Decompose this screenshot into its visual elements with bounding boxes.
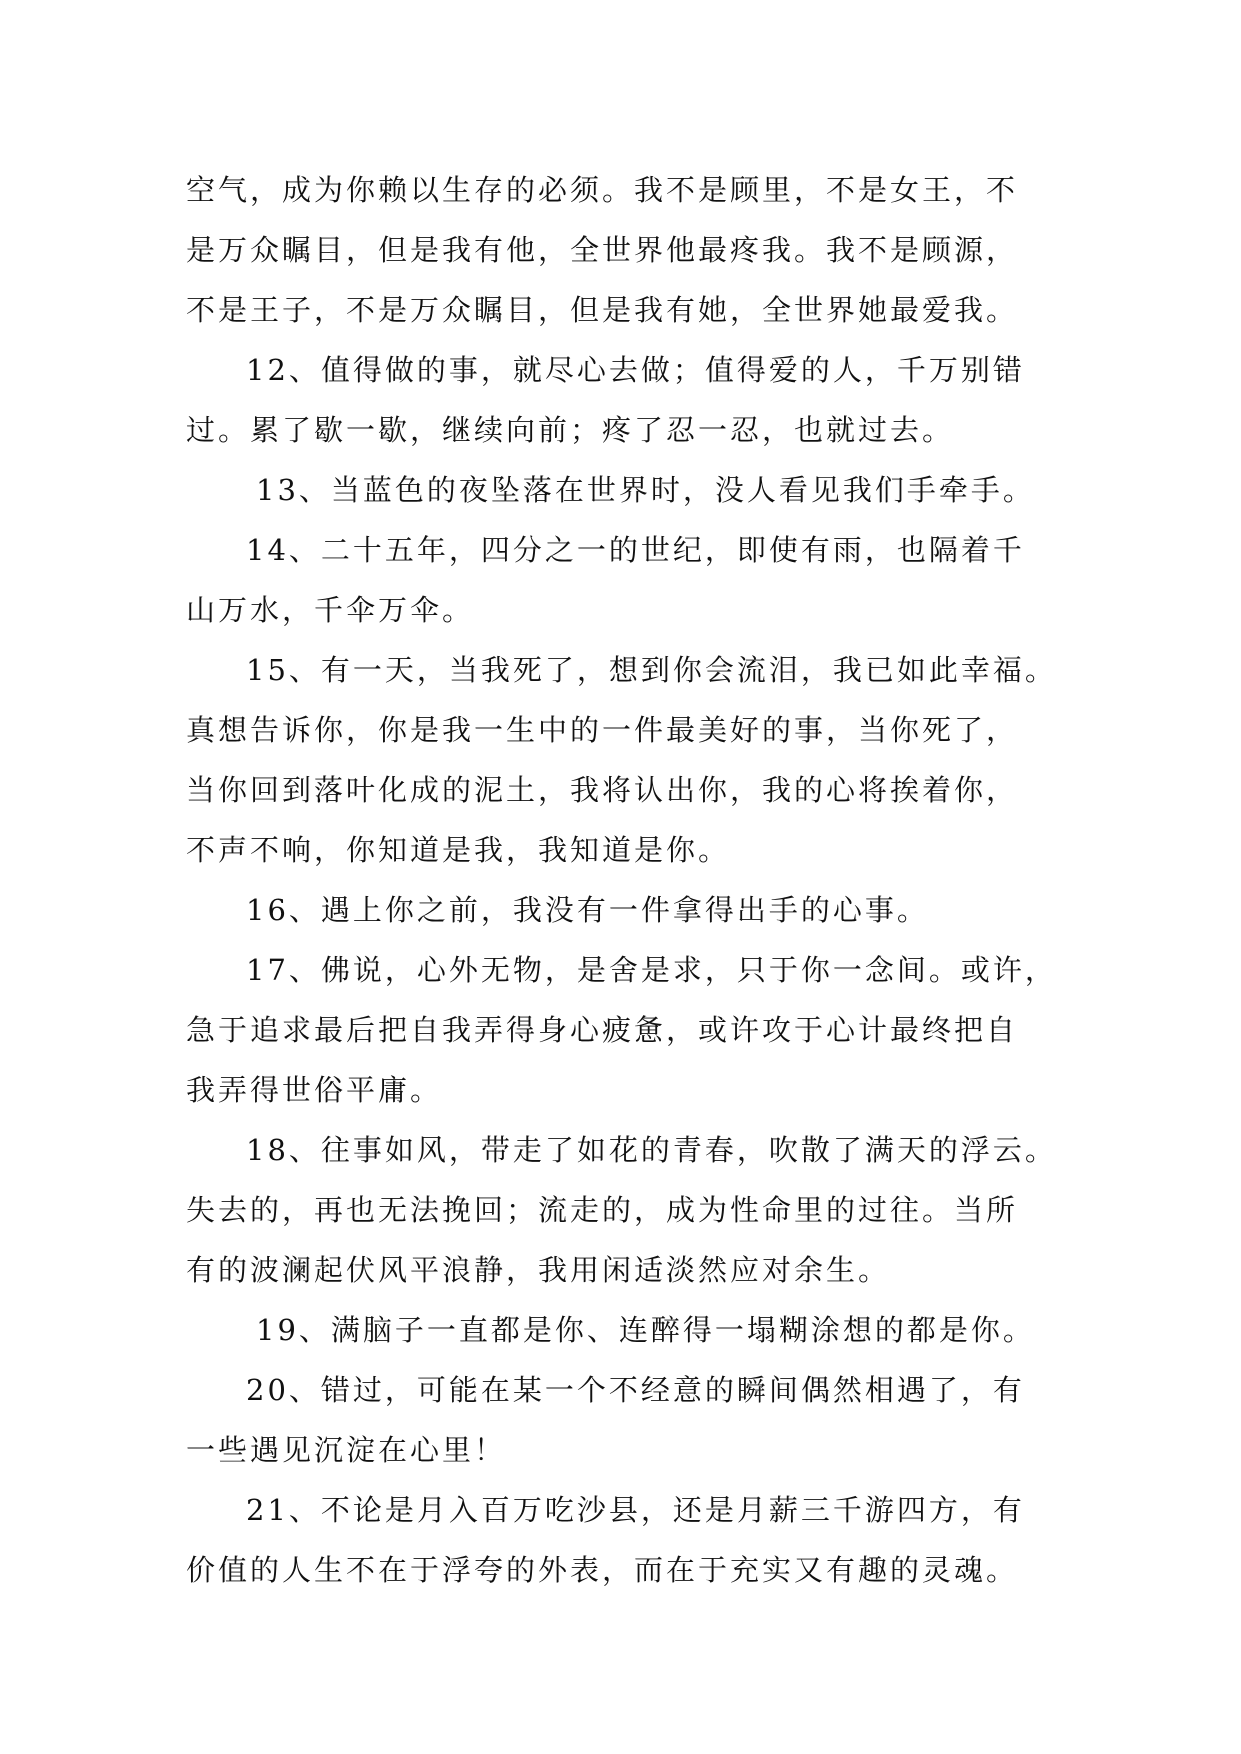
text-line: 真想告诉你，你是我一生中的一件最美好的事，当你死了， — [186, 713, 1019, 747]
text-line: 急于追求最后把自我弄得身心疲惫，或许攻于心计最终把自 — [186, 1013, 1019, 1047]
text-line: 当你回到落叶化成的泥土，我将认出你，我的心将挨着你， — [186, 773, 1019, 807]
text-line: 失去的，再也无法挽回；流走的，成为性命里的过往。当所 — [186, 1193, 1019, 1227]
text-line: 19、满脑子一直都是你、连醉得一塌糊涂想的都是你。 — [256, 1313, 1035, 1347]
text-line: 21、不论是月入百万吃沙县，还是月薪三千游四方，有 — [246, 1493, 1025, 1527]
text-line: 价值的人生不在于浮夸的外表，而在于充实又有趣的灵魂。 — [186, 1553, 1019, 1587]
text-line: 过。累了歇一歇，继续向前；疼了忍一忍，也就过去。 — [186, 413, 955, 447]
text-line: 16、遇上你之前，我没有一件拿得出手的心事。 — [246, 893, 929, 927]
text-line: 13、当蓝色的夜坠落在世界时，没人看见我们手牵手。 — [256, 473, 1035, 507]
text-line: 20、错过，可能在某一个不经意的瞬间偶然相遇了，有 — [246, 1373, 1025, 1407]
text-line: 我弄得世俗平庸。 — [186, 1073, 443, 1107]
text-line: 12、值得做的事，就尽心去做；值得爱的人，千万别错 — [246, 353, 1025, 387]
text-line: 有的波澜起伏风平浪静，我用闲适淡然应对余生。 — [186, 1253, 891, 1287]
text-line: 14、二十五年，四分之一的世纪，即使有雨，也隔着千 — [246, 533, 1025, 567]
text-line: 不声不响，你知道是我，我知道是你。 — [186, 833, 731, 867]
text-line: 空气，成为你赖以生存的必须。我不是顾里，不是女王，不 — [186, 173, 1019, 207]
text-line: 山万水，千伞万伞。 — [186, 593, 475, 627]
text-line: 是万众瞩目，但是我有他，全世界他最疼我。我不是顾源， — [186, 233, 1019, 267]
text-line: 不是王子，不是万众瞩目，但是我有她，全世界她最爱我。 — [186, 293, 1019, 327]
text-line: 18、往事如风，带走了如花的青春，吹散了满天的浮云。 — [246, 1133, 1057, 1167]
text-line: 15、有一天，当我死了，想到你会流泪，我已如此幸福。 — [246, 653, 1057, 687]
document-body — [186, 160, 1066, 1600]
text-line: 一些遇见沉淀在心里！ — [186, 1433, 507, 1467]
text-line: 17、佛说，心外无物，是舍是求，只于你一念间。或许， — [246, 953, 1057, 987]
